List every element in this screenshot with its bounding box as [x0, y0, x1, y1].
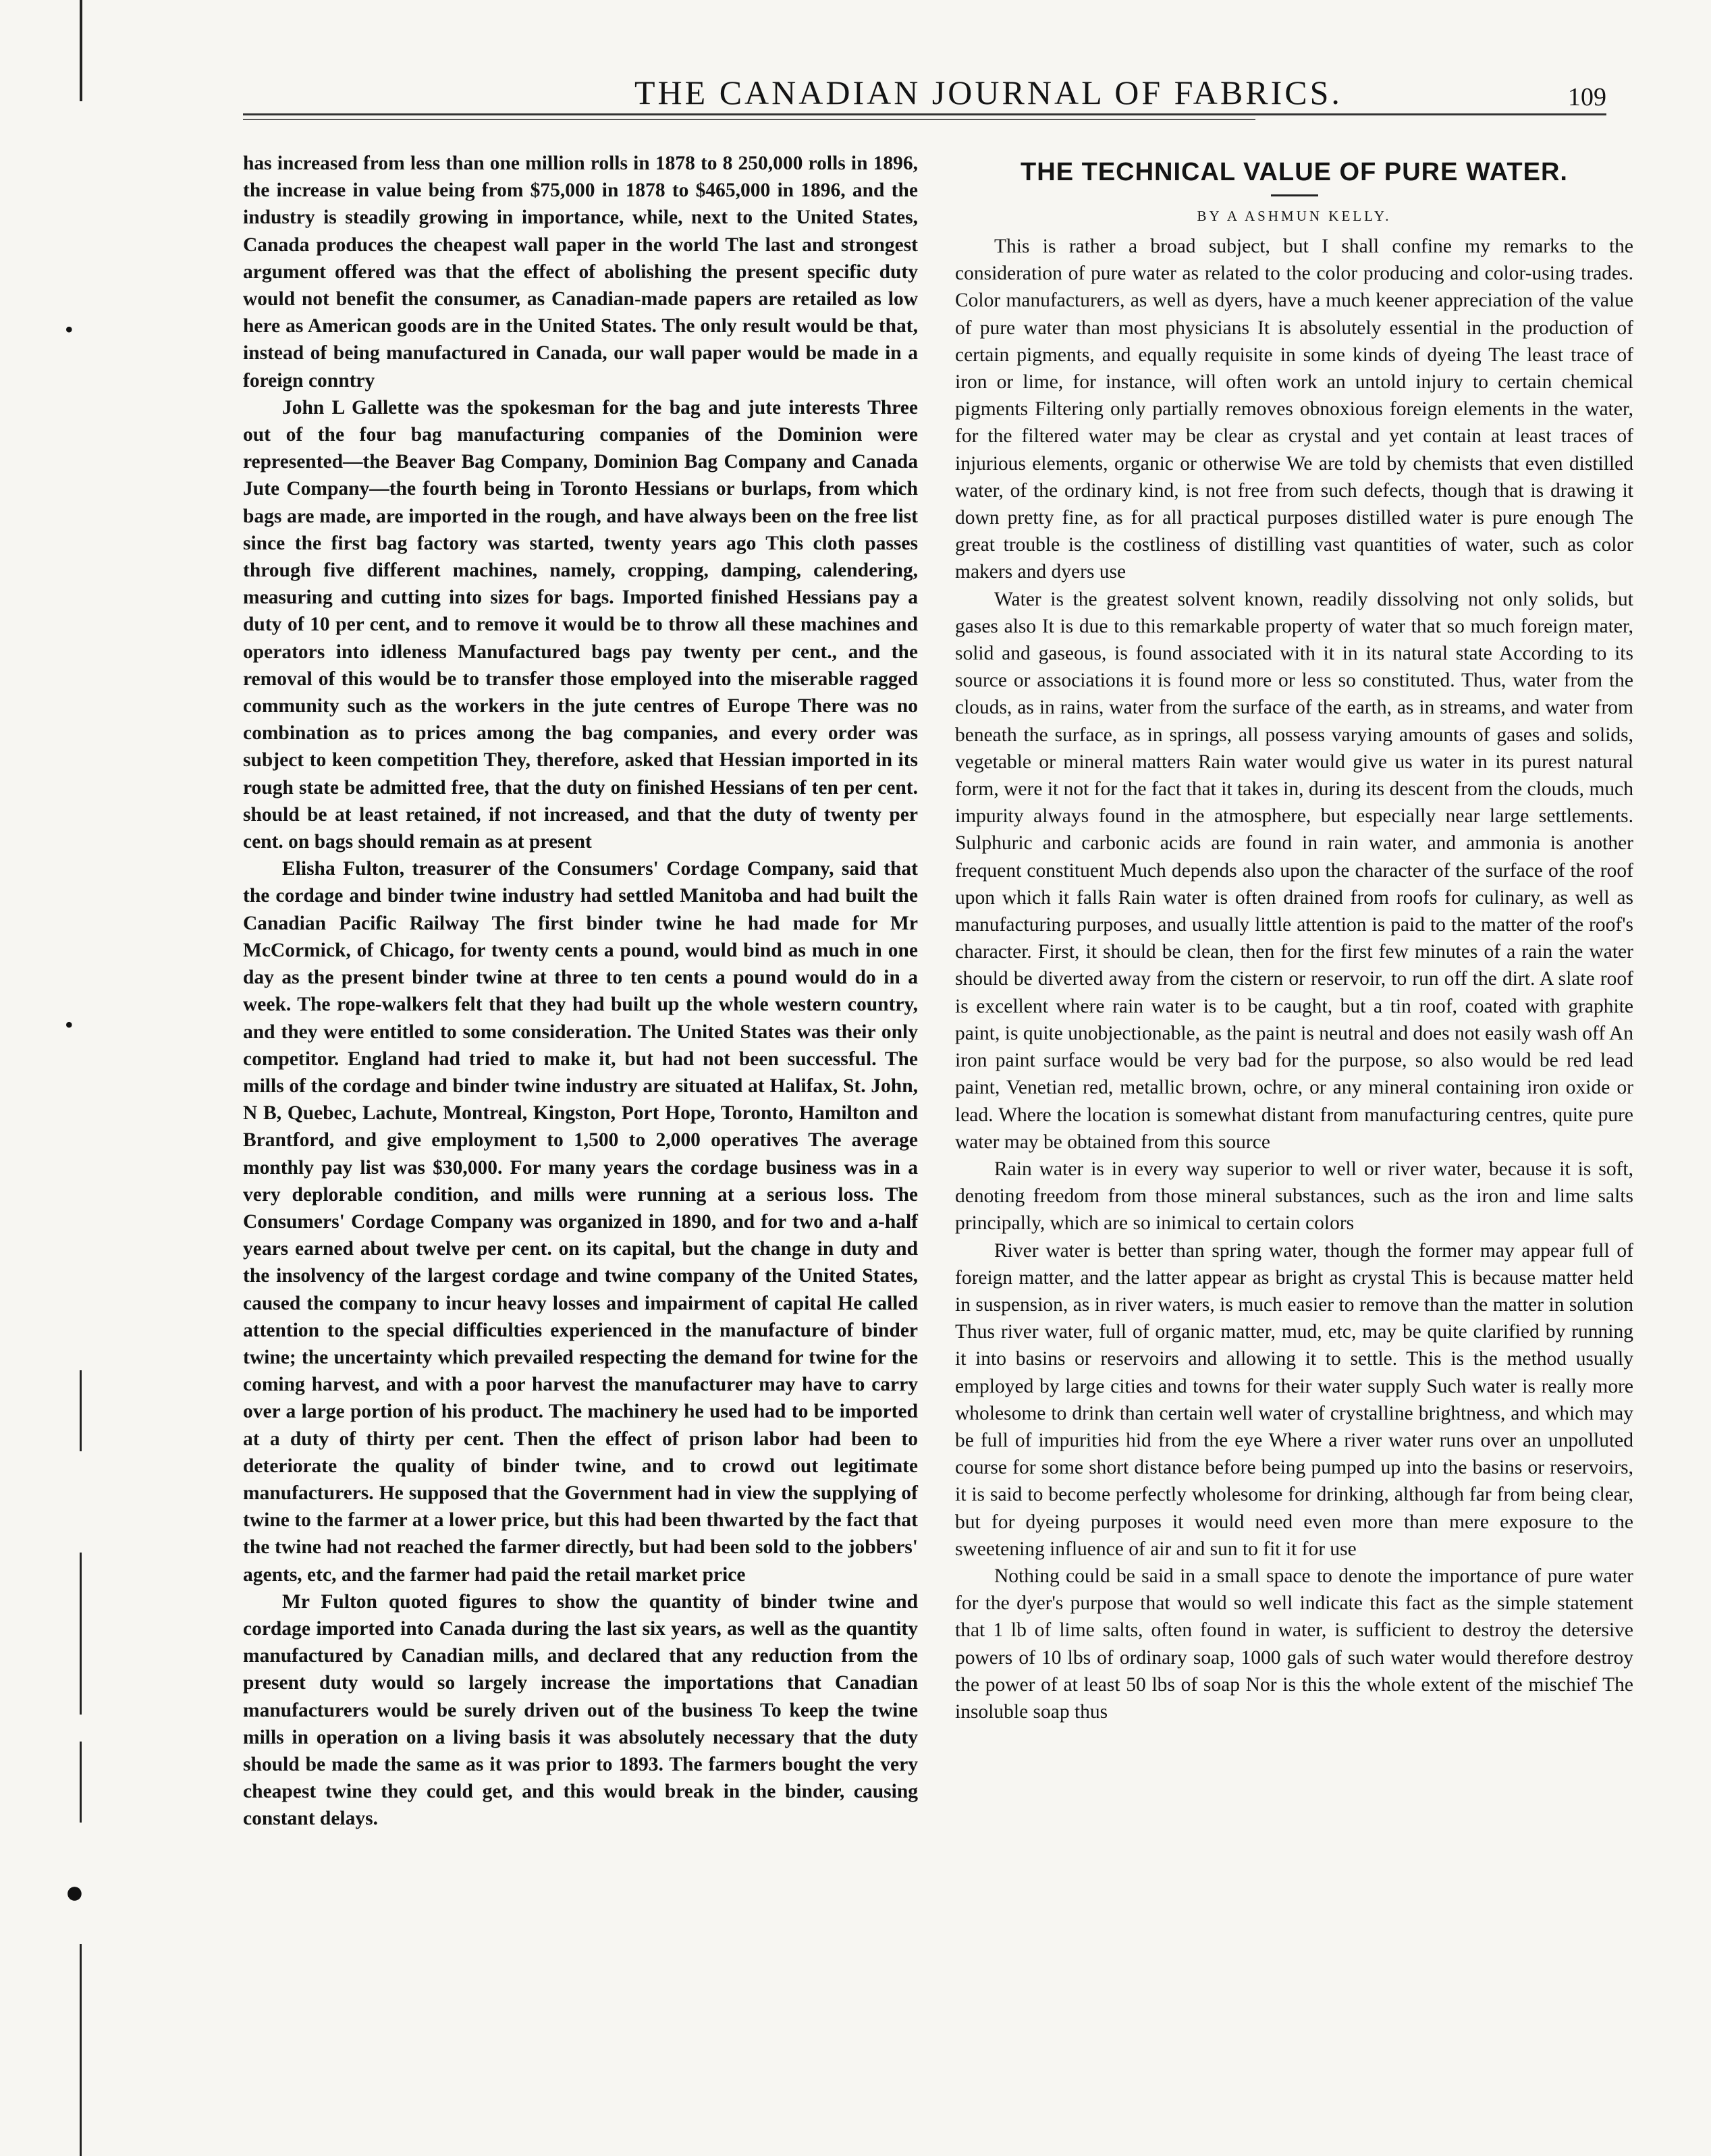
header-rule — [243, 119, 1255, 120]
margin-mark: ● — [65, 1875, 84, 1910]
paragraph: This is rather a broad subject, but I shall confine my remarks to the consideration of pure water as related to the color producing and color-using trades. Color manufacturers, as well as dyers, have a much keener appreciation of the value of pure water than most physicians It is absolutely essential in the production of certain pigments, and equally requisite in some kinds of dyeing The least trace of iron or lime, for instance, will often work an untold injury to certain chemical pigments Filtering only partially removes obnoxious foreign elements in the water, for the filtered water may be clear as crystal and yet contain at least traces of injurious elements, organic or otherwise We are told by chemists that even distilled water, of the ordinary kind, is not free from such defects, though that is drawing it down pretty fine, as for all practical purposes distilled water is pure enough The great trouble is the costliness of distilling vast quantities of water, such as color makers and dyers use — [955, 236, 1633, 583]
margin-mark: • — [65, 1011, 74, 1038]
margin-rule — [80, 0, 82, 101]
margin-rule — [80, 1944, 82, 2156]
margin-mark: • — [65, 316, 74, 343]
paragraph: Nothing could be said in a small space to denote the importance of pure water for the dyer's purpose that would so well indicate this fact as the simple statement that 1 lb of lime salts, often found in water, is sufficient to destroy the detersive powers of 10 lbs of ordinary soap, 1000 gals of such water would therefore destroy the power of at least 50 lbs of soap Nor is this the whole extent of the mischief The insoluble soap thus — [955, 1565, 1633, 1723]
paragraph: John L Gallette was the spokesman for the bag and jute interests Three out of the four bag manufacturing companies of the Dominion were represented—the Beaver Bag Company, Dominion Bag Company and Canada Jute Company—the fourth being in Toronto Hessians or burlaps, from which bags are made, are imported in the rough, and have always been on the free list since the first bag factory was started, twenty years ago This cloth passes through five different machines, namely, cropping, damping, calendering, measuring and cutting into sizes for bags. Imported finished Hessians pay a duty of 10 per cent, and to remove it would be to throw all these machines and operators into idleness Manufactured bags pay twenty per cent., and the removal of this would be to transfer those employed into the miserable ragged community such as the workers in the jute centres of Europe There was no combination as to prices among the bag companies, and every order was subject to keen competition They, therefore, asked that Hessian imported in its rough state be admitted free, that the duty on finished Hessians of ten per cent. should be at least retained, if not increased, and that the duty of twenty per cent. on bags should remain as at present — [243, 396, 918, 853]
paragraph: Water is the greatest solvent known, readily dissolving not only solids, but gases also It is due to this remarkable property of water that so much foreign mater, solid and gaseous, is found associated with it in its natural state According to its source or associations it is found more or less so constituted. Thus, water from the clouds, as in rains, water from the surface of the earth, as in streams, and water from beneath the surface, as in springs, all possess varying amounts of gases and solids, vegetable or mineral matters Rain water would give us water in its purest natural form, were it not for the fact that it takes in, during its descent from the clouds, much impurity always found in the atmosphere, but especially near large settlements. Sulphuric and carbonic acids are found in rain water, and ammonia is another frequent constituent Much depends also upon the character of the surface of the roof upon which it falls Rain water is often drained from roofs for culinary, as well as manufacturing purposes, and usually little attention is paid to the matter of the roof's character. First, it should be clean, then for the first few minutes of a rain the water should be diverted away from the cistern or reservoir, to run off the dirt. A slate roof is excellent where rain water is to be caught, but a tin roof, coated with graphite paint, is quite unobjectionable, as the paint is neutral and does not easily wash off An iron paint surface would be very bad for the purpose, so also would be red lead paint, Venetian red, metallic brown, ochre, or any mineral containing iron oxide or lead. Where the location is somewhat distant from manufacturing centres, quite pure water may be obtained from this source — [955, 588, 1633, 1153]
page-number: 109 — [1568, 83, 1606, 111]
margin-rule — [80, 1370, 82, 1451]
right-column — [955, 155, 1633, 1725]
title-rule — [1271, 194, 1318, 196]
paragraph: Elisha Fulton, treasurer of the Consumers' Cordage Company, said that the cordage and binder twine industry had settled Manitoba and had built the Canadian Pacific Railway The first binder twine he had made for Mr McCormick, of Chicago, for twenty cents a pound, would bind as much in one day as the present binder twine at three to ten cents a pound would do in a week. The rope-walkers felt that they had built up the whole western country, and they were entitled to some consideration. The United States was their only competitor. England had tried to make it, but had not been successful. The mills of the cordage and binder twine industry are situated at Halifax, St. John, N B, Quebec, Lachute, Montreal, Kingston, Port Hope, Toronto, Hamilton and Brantford, and give employment to 1,500 to 2,000 operatives The average monthly pay list was $30,000. For many years the cordage business was in a very deplorable condition, and mills were running at a serious loss. The Consumers' Cordage Company was organized in 1890, and for two and a-half years earned about twelve per cent. on its capital, but the change in duty and the insolvency of the largest cordage and twine company of the United States, caused the company to incur heavy losses and impairment of capital He called attention to the special difficulties experienced in the manufacture of binder twine; the uncertainty which prevailed respecting the demand for twine for the coming harvest, and with a poor harvest the manufacturer may have to carry over a large portion of his product. The machinery he used had to be imported at a duty of thirty per cent. Then the effect of prison labor had been to deteriorate the quality of binder twine, and to crowd out legitimate manufacturers. He supposed that the Government had in view the supplying of twine to the farmer at a lower price, but this had been thwarted by the fact that the twine had not reached the farmer directly, but had been sold to the jobbers' agents, etc, and the farmer had paid the retail market price — [243, 858, 918, 1586]
byline: BY A ASHMUN KELLY. — [1197, 208, 1392, 224]
margin-rule — [80, 1553, 82, 1715]
article-title: THE TECHNICAL VALUE OF PURE WATER. — [1021, 158, 1568, 186]
paragraph: has increased from less than one million rolls in 1878 to 8 250,000 rolls in 1896, the increase in value being from $75,000 in 1878 to $465,000 in 1896, and the industry is steadily growing in importance, while, next to the United States, Canada produces the cheapest wall paper in the world The last and strongest argument offered was that the effect of abolishing the present specific duty would not benefit the consumer, as Canadian-made papers are retailed as low here as American goods are in the United States. The only result would be that, instead of being manufactured in Canada, our wall paper would be made in a foreign conntry — [243, 153, 918, 392]
header-rule — [243, 113, 1606, 115]
left-column — [243, 150, 918, 1833]
paragraph: Rain water is in every way superior to well or river water, because it is soft, denoting freedom from those mineral substances, such as the iron and lime salts principally, which are so inimical to certain colors — [955, 1158, 1633, 1235]
paragraph: Mr Fulton quoted figures to show the quantity of binder twine and cordage imported into Canada during the last six years, as well as the quantity manufactured by Canadian mills, and declared that any reduction from the present duty would so largely increase the importations that Canadian manufacturers would be surely driven out of the business To keep the twine mills in operation on a living basis it was absolutely necessary that the duty should be made the same as it was prior to 1893. The farmers bought the very cheapest twine they could get, and this would break in the binder, causing constant delays. — [243, 1590, 918, 1830]
journal-title: THE CANADIAN JOURNAL OF FABRICS. — [634, 74, 1342, 111]
paragraph: River water is better than spring water, though the former may appear full of foreign matter, and the latter appear as bright as crystal This is because matter held in suspension, as in river waters, is much easier to remove than the matter in solution Thus river water, full of organic matter, mud, etc, may be quite clarified by running it into basins or reservoirs and allowing it to settle. This is the method usually employed by large cities and towns for their water supply Such water is really more wholesome to drink than certain well water of crystalline brightness, and which may be full of impurities hid from the eye Where a river water runs over an unpolluted course for some short distance before being pumped up into the basins or reservoirs, it is said to become perfectly wholesome for drinking, although far from being clear, but for dyeing purposes it would need even more than mere exposure to the sweetening influence of air and sun to fit it for use — [955, 1239, 1633, 1560]
margin-rule — [80, 1742, 82, 1823]
